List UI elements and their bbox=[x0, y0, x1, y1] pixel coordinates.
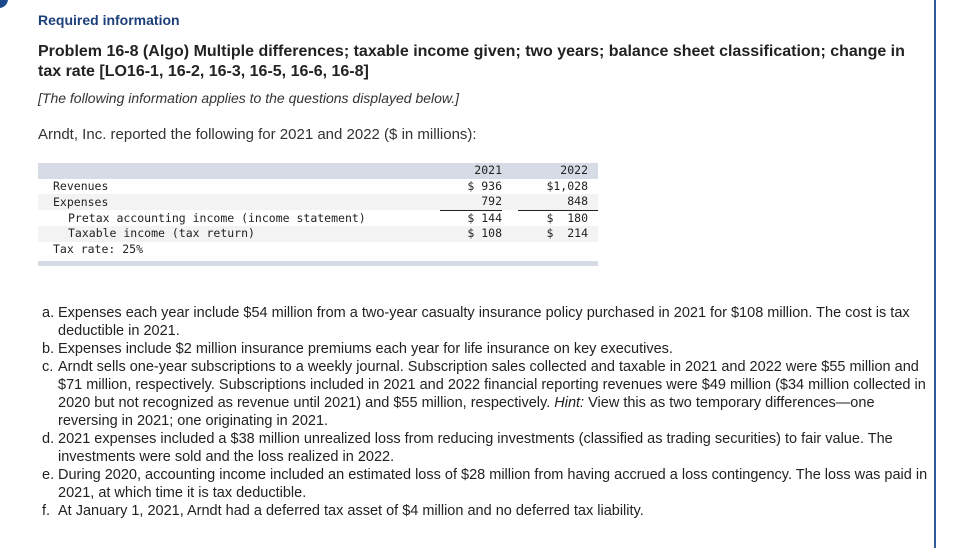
list-item bbox=[42, 304, 928, 340]
facts-list bbox=[38, 304, 928, 520]
tax-rate: Tax rate: 25% bbox=[53, 241, 144, 256]
list-item bbox=[42, 466, 928, 502]
list-item bbox=[42, 340, 928, 358]
table-row bbox=[38, 210, 598, 226]
item-marker: d. bbox=[42, 431, 55, 447]
item-marker: a. bbox=[42, 305, 55, 321]
hint-label: Hint: bbox=[554, 395, 585, 411]
row-label: Expenses bbox=[38, 194, 440, 210]
table-row bbox=[38, 194, 598, 210]
row-label: Taxable income (tax return) bbox=[38, 226, 440, 242]
step-marker-icon bbox=[0, 0, 8, 8]
list-item bbox=[42, 430, 928, 466]
item-text: 2021 expenses included a $38 million unrealized loss from reducing investments (classified as trading securities) to fair value. The investments were sold and the loss realized in 2022. bbox=[58, 431, 893, 465]
value-2022: $ 180 bbox=[546, 210, 588, 225]
value-2022: 848 bbox=[518, 194, 598, 210]
intro-text: Arndt, Inc. reported the following for 2021 and 2022 ($ in millions): bbox=[38, 126, 477, 143]
value-2021: 792 bbox=[440, 194, 502, 210]
item-marker: c. bbox=[42, 359, 54, 375]
list-item bbox=[42, 358, 928, 430]
table-row bbox=[38, 179, 598, 195]
item-text: At January 1, 2021, Arndt had a deferred tax asset of $4 million and no deferred tax liability. bbox=[58, 503, 644, 519]
row-label: Pretax accounting income (income statement) bbox=[68, 210, 366, 225]
required-information-heading: Required information bbox=[38, 12, 180, 28]
item-marker: f. bbox=[42, 503, 51, 519]
table-row bbox=[38, 226, 598, 242]
col-2022: 2022 bbox=[518, 163, 598, 179]
row-label: Revenues bbox=[53, 178, 109, 193]
item-marker: e. bbox=[42, 467, 55, 483]
item-text: Expenses include $2 million insurance premiums each year for life insurance on key executives. bbox=[58, 341, 673, 357]
item-text: Expenses each year include $54 million from a two-year casualty insurance policy purchased in 2021 for $108 million. The cost is tax deductible in 2021. bbox=[58, 305, 910, 339]
col-2021: 2021 bbox=[440, 163, 502, 179]
value-2021: $ 144 bbox=[467, 210, 502, 225]
item-text: Arndt sells one-year subscriptions to a weekly journal. Subscription sales collected and taxable in 2021 and 2022 were $55 million and $71 million, respectively. Subscriptions included in 2021 and 2022 financial reporting revenues were $49 million ($34 million collected in 2020 but not recognized as revenue until 2021) and $55 million, respectively. bbox=[58, 359, 926, 411]
item-text: View this as two temporary differences—one reversing in 2021; one originating in 2021. bbox=[58, 395, 875, 429]
table-footer-bar bbox=[38, 261, 598, 266]
table-row bbox=[38, 242, 598, 258]
financial-table bbox=[38, 163, 598, 257]
list-item bbox=[42, 502, 928, 520]
item-marker: b. bbox=[42, 341, 55, 357]
info-note: [The following information applies to the questions displayed below.] bbox=[38, 90, 460, 106]
item-text: During 2020, accounting income included an estimated loss of $28 million from having accrued a loss contingency. The loss was paid in 2021, at which time it is tax deductible. bbox=[58, 467, 928, 501]
value-2021: $ 108 bbox=[440, 226, 502, 242]
value-2022: $ 214 bbox=[518, 226, 598, 242]
table-header-row bbox=[38, 163, 598, 179]
value-2021: $ 936 bbox=[467, 178, 502, 193]
panel-border bbox=[934, 0, 936, 548]
problem-title: Problem 16-8 (Algo) Multiple differences; taxable income given; two years; balance sheet classification; change in tax rate [LO16-1, 16-2, 16-3, 16-5, 16-6, 16-8] bbox=[38, 43, 905, 80]
value-2022: $1,028 bbox=[546, 178, 588, 193]
